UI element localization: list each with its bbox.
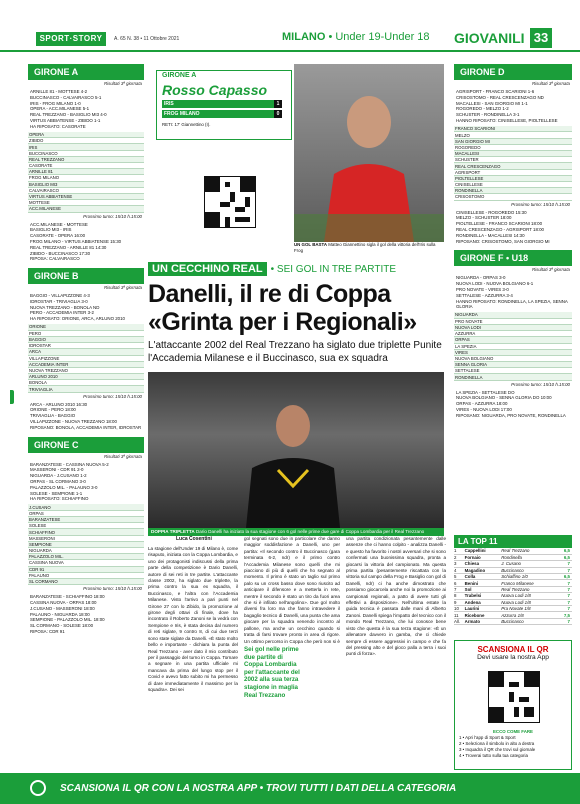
- scan-subtitle: Devi usare la nostra App: [477, 654, 549, 661]
- kicker-sub: • SEI GOL IN TRE PARTITE: [270, 264, 397, 275]
- top-11-n: 1: [454, 548, 465, 554]
- kicker-tag: UN CECCHINO REAL: [148, 262, 267, 276]
- top-11-team: Nuova Lodi 1/8: [501, 599, 558, 605]
- top-11-player: Magadino: [465, 567, 502, 573]
- team-name: SAN GIORGIO MI: [454, 138, 572, 144]
- girone-b-results-title: Risultati 3ª giornata: [104, 285, 142, 291]
- team-name: BAGGIO: [28, 336, 144, 342]
- fixture-line: RIPOSA: CDR 91: [30, 628, 65, 634]
- fixture-line: ACC.MILANESE - MOTTESE: [30, 221, 88, 227]
- girone-d-next: [454, 208, 572, 247]
- fixture-line: ZIBIDO - BUCCINASCO 17:30: [30, 250, 91, 256]
- girone-a-results: [28, 87, 144, 132]
- team-name: SEMPIONE: [28, 541, 144, 547]
- team-name: AZZURRA: [454, 331, 572, 337]
- scan-qr-box: [454, 640, 572, 770]
- standings-row: [454, 194, 572, 200]
- top-11-player: Colla: [465, 574, 502, 580]
- top-11-v: 7: [558, 593, 572, 599]
- team-name: BUCCINASCO: [28, 150, 144, 156]
- team-name: CDR 91: [28, 566, 144, 572]
- result-line: HA RIPOSATO: ORIONE, ARCA, ARLUNO 2010: [30, 316, 125, 322]
- team-name: ARLUNO 2010: [28, 374, 144, 380]
- team-name: OPERA: [28, 132, 144, 138]
- top-11-team: Schiaffino 1/0: [501, 574, 558, 580]
- girone-d-results-title: Risultati 3ª giornata: [532, 81, 570, 86]
- fixture-line: VILLAPIZZONE - NUOVA TREZZANO 18:00: [30, 419, 117, 425]
- result-line: IRIS - FROG MILANO 1-0: [30, 100, 81, 106]
- girone-c-standings: [28, 504, 144, 585]
- result-line: NUOVA TREZZANO - BONOLA ND: [30, 304, 100, 310]
- girone-f-standings: [454, 312, 572, 381]
- top-11-v: 7: [558, 567, 572, 573]
- team-name: PALAUNO: [28, 572, 144, 578]
- step-line: 3 • Inquadra il QR che trovi sul giornale: [459, 747, 536, 752]
- team-name: ACC.MILANESE: [28, 206, 144, 212]
- top-11-team: Buccinasco: [501, 618, 558, 624]
- team-name: NIGUARDA: [28, 548, 144, 554]
- feature-label: GIRONE A: [162, 72, 197, 79]
- qr-code-icon[interactable]: [204, 176, 256, 228]
- team-name: TRIVIAGLIA: [28, 386, 144, 392]
- team-name: ARCA: [28, 349, 144, 355]
- column-text: gol segnati sono due in particolare che danno maggior soddisfazione a Danelli, uno per partita: «Il secondo contro il Buccinasco (gara terminata 6-2, ndr) e il primo contro l'Accademia Milanese sono quelli che mi piacciono di più di quelli che ho segnato al momento. Il primo è stato un taglio sul primo palo su un cross basso dove sono riuscito ad anticipare il difensore e a metterla in rete, mentre il secondo è stato un tiro da fuori area che si è infilato nell'angolino». Due gol molto diversi fra loro ma che fanno intravedere il bagaglio tecnico di Danelli, una punta che ama giocare per la squadra venendo incontro al pallone, ma anche un cecchino quando si tratta di farsi trovare pronto in area di rigore. Un ottimo percorso in Coppa che però non si è: [244, 536, 340, 644]
- standings-row: [28, 386, 144, 392]
- fixture-line: J.CUSANO - MASSERONI 18:00: [30, 605, 95, 611]
- article-pullquote: Sei gol nelle prime due partite di Coppa Lombardia per l'attaccante del 2002 alla sua terza stagione in maglia Real Trezzano: [244, 646, 300, 699]
- top-11-team: Azzurra 1/8: [501, 612, 558, 618]
- top-11-box: [454, 535, 572, 625]
- article-subtitle: L'attaccante 2002 del Real Trezzano ha siglato due triplette Punite l'Accademia Milanese e il Buccinasco, sua ex squadra: [148, 340, 442, 364]
- photo-caption: [148, 528, 444, 536]
- result-line: HANNO RIPOSATO: RONDINELLA, LA SPEZIA, SENNA GLORIA: [456, 298, 568, 310]
- masthead-logo: SPORT·STORY: [36, 32, 106, 46]
- girone-c-results-title: Risultati 3ª giornata: [104, 453, 142, 459]
- scan-steps: [459, 729, 567, 759]
- top-11-v: 6,5: [558, 554, 572, 560]
- result-line: BARANZATESE - CASSINA NUOVA 5-2: [30, 461, 109, 467]
- result-line: NUOVA LODI - NUOVA BOLGIANO 6-1: [456, 281, 534, 287]
- result-line: MACALLESI - SAN GIORGIO MI 1-1: [456, 100, 528, 106]
- result-line: SOLESE - SEMPIONE 1-1: [30, 490, 83, 496]
- girone-d-next-title: Prossimo turno: 15/10 h.15:00: [511, 201, 570, 207]
- team-name: IRIS: [28, 144, 144, 150]
- result-line: ORPAS - SL CORMANO 3-0: [30, 479, 86, 485]
- fixture-line: MELZO - SCHUSTER 18:00: [456, 215, 512, 221]
- fixture-line: CASSINA NUOVA - ORPAS 18:00: [30, 599, 97, 605]
- fixture-line: ORPAS - AZZURRA 18:00: [456, 401, 508, 407]
- team-name: ACCADEMIA INTER: [28, 361, 144, 367]
- page-header: [0, 0, 580, 52]
- result-line: REAL TREZZANO - BASIGLIO MI3 4-0: [30, 112, 107, 118]
- result-line: HA RIPOSATO: CASORATE: [30, 123, 86, 129]
- team-name: RONDINELLA: [454, 188, 572, 194]
- result-line: HA RIPOSATO: SCHIAFFINO: [30, 496, 89, 502]
- step-line: 4 • Troverai tutto sulla tua categoria: [459, 753, 528, 758]
- fixture-line: LA SPEZIA - SETTALESE DO: [456, 389, 515, 395]
- team-name: NUOVA LODI: [454, 324, 572, 330]
- top-11-v: 6,5: [558, 548, 572, 554]
- team-name: RONDINELLA: [454, 374, 572, 380]
- top-11-n: 5: [454, 574, 465, 580]
- top-11-team: Nuova Lodi 1/8: [501, 593, 558, 599]
- girone-c-next: [28, 592, 144, 637]
- top-11-n: 6: [454, 580, 465, 586]
- fixture-line: NUOVA BOLGIANO - SENNA GLORIA DO 10:00: [456, 395, 552, 401]
- feature-headline: Rosso Capasso: [162, 82, 268, 98]
- issue-info: A. 65 N. 38 • 11 Ottobre 2021: [114, 36, 180, 42]
- step-line: 1 • Apri l'app di Sport & Sport: [459, 735, 516, 740]
- top-11-player: Armato: [465, 618, 502, 624]
- girone-b-next: [28, 400, 144, 433]
- girone-f-next: [454, 388, 572, 421]
- team-score: 1: [274, 100, 282, 108]
- top-11-team: Pra Novate 1/8: [501, 606, 558, 612]
- team-name: CRISOSTOMO: [454, 194, 572, 200]
- team-name: CASSINA NUOVA: [28, 560, 144, 566]
- fixture-line: ARCA - ARLUNO 2010 16:30: [30, 401, 88, 407]
- girone-a-title: GIRONE A: [28, 64, 144, 80]
- team-name: REAL TREZZANO: [28, 156, 144, 162]
- result-line: AGRISPORT - FRANCO SCARIONI 1-6: [456, 89, 535, 94]
- team-name: FROG MILANO: [28, 175, 144, 181]
- feature-score-row-2: [162, 110, 282, 118]
- team-name: IRIS: [164, 101, 174, 107]
- result-line: NIGUARDA - J.CUSANO 1-2: [30, 473, 87, 479]
- girone-c-title: GIRONE C: [28, 437, 144, 453]
- team-name: FROG MILANO: [164, 111, 200, 117]
- feature-scorers: RETI: 17' Giannettino (I).: [162, 122, 211, 127]
- top-11-v: 7: [558, 586, 572, 592]
- article-kicker: [148, 263, 396, 275]
- fixture-line: BARANZATESE - SCHIAFFINO 18:00: [30, 594, 105, 600]
- team-name: NIGUARDA: [454, 312, 572, 318]
- top-11-n: 9: [454, 599, 465, 605]
- top-11-team: J. Cusano: [501, 561, 558, 567]
- team-name: NUOVA BOLGIANO: [454, 355, 572, 361]
- fixture-line: RIPOSANO: NIGUARDA, PRO NOVATE, RONDINELLA: [456, 412, 566, 418]
- steps-title: ECCO COME FARE: [492, 729, 533, 734]
- top-11-n: 2: [454, 554, 465, 560]
- team-name: ZIBIDO: [28, 138, 144, 144]
- girone-a-next: [28, 220, 144, 265]
- team-name: MASSERONI: [28, 535, 144, 541]
- girone-f-results-title: Risultati 3ª giornata: [532, 267, 570, 273]
- girone-f-title: GIRONE F • U18: [454, 250, 572, 266]
- top-11-n: 7: [454, 586, 465, 592]
- result-line: OPERA - ACC.MILANESE 5-1: [30, 106, 90, 112]
- footer-text: SCANSIONA IL QR CON LA NOSTRA APP • TROVI TUTTI I DATI DELLA CATEGORIA: [60, 783, 457, 794]
- team-name: SL CORMANO: [28, 578, 144, 584]
- top-11-team: Buccinasco: [501, 567, 558, 573]
- result-line: VIRTUS ABBIATENSE - ZIBIDO 1-1: [30, 117, 101, 123]
- fixture-line: RIPOSANO: CRISOSTOMO, SAN GIORGIO MI: [456, 238, 550, 244]
- fixture-line: VIRES - NUOVA LODI 17:00: [456, 407, 512, 413]
- caption-bold: DOPPIA TRIPLETTA: [151, 529, 195, 534]
- result-line: BUCCINASCO - CALVAIRASCO 5-1: [30, 94, 102, 100]
- top-11-v: 6,5: [558, 574, 572, 580]
- top-11-player: Laurini: [465, 606, 502, 612]
- player-figure: [238, 390, 348, 528]
- team-name: AGRISPORT: [454, 169, 572, 175]
- top-11-player: Ricebone: [465, 612, 502, 618]
- team-name: SOLESE: [28, 523, 144, 529]
- team-name: NUOVA TREZZANO: [28, 367, 144, 373]
- team-name: CALVAIRASCO: [28, 187, 144, 193]
- top-11-player: Fornaio: [465, 554, 502, 560]
- top-11-player: Andena: [465, 599, 502, 605]
- top-11-n: 8: [454, 593, 465, 599]
- girone-a-results-title: Risultati 3ª giornata: [104, 81, 142, 86]
- team-name: IDROSTAR: [28, 343, 144, 349]
- page-fold-marker: [10, 390, 14, 404]
- top-11-team: Franco Milanese: [501, 580, 558, 586]
- team-name: ORPAS: [28, 510, 144, 516]
- top-11-team: Real Trezzano: [501, 586, 558, 592]
- girone-c-results: [28, 460, 144, 505]
- team-name: MELZO: [454, 132, 572, 138]
- right-column: [454, 64, 572, 421]
- top-11-player: Sol: [465, 586, 502, 592]
- girone-b-standings: [28, 324, 144, 393]
- girone-d-standings: [454, 126, 572, 201]
- top-11-v: 7: [558, 561, 572, 567]
- top-11-v: 7: [558, 580, 572, 586]
- standings-row: [28, 578, 144, 584]
- top-11-n: 10: [454, 606, 465, 612]
- result-line: MASSERONI - CDR 91 2-0: [30, 467, 84, 473]
- qr-code-icon[interactable]: [488, 671, 540, 723]
- team-name: VILLAPIZZONE: [28, 355, 144, 361]
- fixture-line: RIPOSANO: BONOLA, ACCADEMIA INTER, IDROSTAR: [30, 424, 142, 430]
- fixture-line: TRIVIAGLIA - BAGGIO: [30, 413, 76, 419]
- team-name: SENNA GLORIA: [454, 362, 572, 368]
- team-name: PALAZZOLO MIL.: [28, 554, 144, 560]
- team-name: SCHIAFFINO: [28, 529, 144, 535]
- fixture-line: SL CORMANO - SOLESE 18:00: [30, 623, 94, 629]
- girone-c-next-title: Prossimo turno: 15/10 h.15:00: [83, 586, 142, 592]
- result-line: IDROSTAR - TRIVIAGLIA 3-0: [30, 298, 88, 304]
- team-name: J.CUSANO: [28, 504, 144, 510]
- team-score: 0: [274, 110, 282, 118]
- article-column-1: La stagione dell'Under 19 di Milano è, come risaputo, iniziata con la Coppa Lombardia, e uno dei protagonisti indiscussi della prima parte della competizione è Dario Danelli, autore di sei reti in tre partite. L'attaccante classe 2002, ha siglato due triplette, la prima contro la sua ex squadra, il Buccinasco, e l'altra con l'Accademia Milanese. Visto l'arrivo a pari punti nel Girone 27 con lo Zibido, la promozione al girone degli ottavi di finale, dove ha incontrato il Roberto Zanoni se la vedrà con Sempione e Iris, è stata decisa dal numero di reti siglate, 9 contro 8, di cui due terzi sono state siglate da Danelli. «È stato molto bello e importante - dichiara la punta del Real Trezzano - aver dato il mio contributo per il passaggio del turno in Coppa. Tornare a segnare in una partita ufficiale mi mancava da prima del lungo stop per il Covid e avevo fatto subito mi ha permesso di dare immediatamente il massimo per la squadra». Dei sei: [148, 546, 238, 692]
- footer-bar: [0, 773, 580, 804]
- caption-bold: UN GOL BASTA: [294, 242, 328, 247]
- top-11-team: Real Trezzano: [501, 548, 558, 554]
- team-name: VIRTUS ABBIATENSE: [28, 193, 144, 199]
- title-line-1: Danelli, il re di Coppa: [148, 280, 391, 308]
- team-name: BONOLA: [28, 380, 144, 386]
- feature-score-row-1: [162, 100, 282, 108]
- result-line: CRISOSTOMO - REAL CRESCENZAGO ND: [456, 94, 544, 100]
- team-name: PERO: [28, 330, 144, 336]
- standings-row: [28, 206, 144, 212]
- fixture-line: PIOLTELLESE - FRANCO SCARIONI 18:00: [456, 221, 543, 227]
- title-line-2: «Grinta per i Regionali»: [148, 308, 417, 336]
- girone-b-title: GIRONE B: [28, 268, 144, 284]
- fixture-line: REAL CRESCENZAGO - AGRISPORT 18:00: [456, 226, 545, 232]
- team-name: SETTALESE: [454, 368, 572, 374]
- steps-list: [459, 735, 567, 759]
- result-line: BAGGIO - VILLAPIZZONE 4-3: [30, 293, 90, 299]
- fixture-line: REAL TREZZANO - ARNILLE 81 14:30: [30, 244, 107, 250]
- header-city: [282, 31, 430, 43]
- team-name: ORPAS: [454, 337, 572, 343]
- caption-text: Dario Danelli ha iniziato la sua stagione con 6 gol nelle prime due gare di Coppa Lombardia per il Real Trezzano: [195, 529, 425, 534]
- top-11-n: 4: [454, 567, 465, 573]
- team-name: PRO NOVATE: [454, 318, 572, 324]
- girone-a-standings: [28, 132, 144, 213]
- feature-caption: [294, 242, 444, 253]
- result-line: ROGOREDO - MELZO 1-2: [456, 106, 509, 112]
- standings-row: [454, 374, 572, 380]
- fixture-line: CASORATE - OPERA 16:00: [30, 233, 86, 239]
- categories-label: • Under 19-Under 18: [328, 31, 430, 43]
- team-name: CINISELLESE: [454, 181, 572, 187]
- team-name: LA SPEZIA: [454, 343, 572, 349]
- team-name: REAL CRESCENZAGO: [454, 163, 572, 169]
- team-name: BASIGLIO MI3: [28, 181, 144, 187]
- result-line: NIGUARDA - ORPAS 3-0: [456, 275, 506, 281]
- team-name: CASORATE: [28, 163, 144, 169]
- step-line: 2 • Seleziona il simbolo in alto a destra: [459, 741, 535, 746]
- feature-girone-a: [148, 64, 444, 258]
- fixture-line: RONDINELLA - MACALLESI 14:30: [456, 232, 525, 238]
- top-11-team: Rondinella: [501, 554, 558, 560]
- team-name: MOTTESE: [28, 200, 144, 206]
- fixture-line: FROG MILANO - VIRTUS ABBIATENSE 15:30: [30, 238, 122, 244]
- girone-a-next-title: Prossimo turno: 15/10 h.15:00: [83, 213, 142, 219]
- top-11-table: [454, 548, 572, 625]
- section-title: GIOVANILI: [454, 30, 525, 46]
- girone-d-results: [454, 87, 572, 126]
- top-11-v: 7: [558, 618, 572, 624]
- left-column: [28, 64, 144, 637]
- fixture-line: CINISELLESE - ROGOREDO 15:30: [456, 209, 527, 215]
- team-name: BARANZATESE: [28, 517, 144, 523]
- app-icon: [30, 780, 46, 796]
- city-label: MILANO: [282, 31, 326, 43]
- top-11-n: 3: [454, 561, 465, 567]
- article-column-3: una partita condizionata pesantemente dalle assenze che ci hanno colpito - analizza Danelli - e questo ha favorito i nostri avversari che si sono confermati una buonissima squadra, pronta a giocarsi la vittoria del campionato. Ma questa prima partita (pesantemente riscattata con la vittoria sul campo della Frog e Basiglio con gol di Danelli, ndr) ci ha anche dimostrato che possiamo giocarcela anche noi la promozione ai campionati regionali, a patto di avere tutti gli effettivi a disposizione». Nell'ultima estate la guida tecnica è passata dalle mani di Alberto Zanoni. Danelli spiega l'impatto del tecnico con il mondo Real Trezzano, che lui conosce bene visto che questa è la sua terza stagione: «È un allenatore davvero in gamba, che ci chiede sempre di essere aggressivi in campo e che fa del pressing alto e del gioco palla a terra i suoi punti di forza».: [346, 536, 446, 657]
- top-11-n: 11: [454, 612, 465, 618]
- result-line: SETTALESE - AZZURRA 3-4: [456, 292, 513, 298]
- result-line: PRO NOVATE - VIRES 3-0: [456, 286, 509, 292]
- girone-f-results: [454, 273, 572, 312]
- fixture-line: PALAUNO - NIGUARDA 18:00: [30, 611, 90, 617]
- fixture-line: RIPOSA: CALVAIRASCO: [30, 256, 80, 262]
- top-11-v: 7: [558, 606, 572, 612]
- top-11-title: LA TOP 11: [454, 535, 572, 548]
- result-line: PERO - ACCADEMIA INTER 3-2: [30, 310, 94, 316]
- top-11-v: 7,5: [558, 612, 572, 618]
- team-name: PIOLTELLESE: [454, 175, 572, 181]
- result-line: PALAZZOLO MIL. - PALAUNO 3-0: [30, 484, 98, 490]
- article-byline: Luca Cosentini: [176, 536, 212, 542]
- top-11-player: Trabelsi: [465, 593, 502, 599]
- article-column-2-top: [244, 536, 340, 644]
- scan-title: SCANSIONA IL QR: [477, 645, 549, 654]
- feature-photo: [294, 64, 444, 242]
- team-name: ROGOREDO: [454, 144, 572, 150]
- girone-b-results: [28, 291, 144, 324]
- team-name: ARNILLE 81: [28, 169, 144, 175]
- team-name: FRANCO SCARIONI: [454, 126, 572, 132]
- girone-d-title: GIRONE D: [454, 64, 572, 80]
- top-11-n: All.: [454, 618, 465, 624]
- fixture-line: ORIONE - PERO 18:00: [30, 407, 76, 413]
- girone-f-next-title: Prossimo turno: 15/10 h.15:00: [511, 381, 570, 387]
- top-11-v: 7: [558, 599, 572, 605]
- top-11-player: Benini: [465, 580, 502, 586]
- article-photo: [148, 372, 444, 528]
- page-number: 33: [530, 28, 552, 48]
- top-11-player: Chiesa: [465, 561, 502, 567]
- team-name: VIRES: [454, 349, 572, 355]
- team-name: ORIONE: [28, 324, 144, 330]
- top-11-row: [454, 618, 572, 624]
- result-line: SCHUSTER - RONDINELLA 3-1: [456, 112, 520, 118]
- article-title: [148, 280, 448, 336]
- result-line: HANNO RIPOSATO: CINISELLESE, PIOLTELLESE: [456, 117, 558, 123]
- fixture-line: BASIGLIO MI3 - IRIS: [30, 227, 72, 233]
- result-line: ARNILLE 81 - MOTTESE 4-2: [30, 89, 88, 94]
- girone-b-next-title: Prossimo turno: 15/10 h.15:00: [83, 393, 142, 399]
- team-name: MACALLESI: [454, 151, 572, 157]
- top-11-player: Cappellini: [465, 548, 502, 554]
- team-name: SCHUSTER: [454, 157, 572, 163]
- caption-text: Matteo Giannettino sigla il gol della vittoria dell'Iris sulla Frog: [294, 242, 436, 253]
- fixture-line: SEMPIONE - PALAZZOLO MIL. 18:00: [30, 617, 105, 623]
